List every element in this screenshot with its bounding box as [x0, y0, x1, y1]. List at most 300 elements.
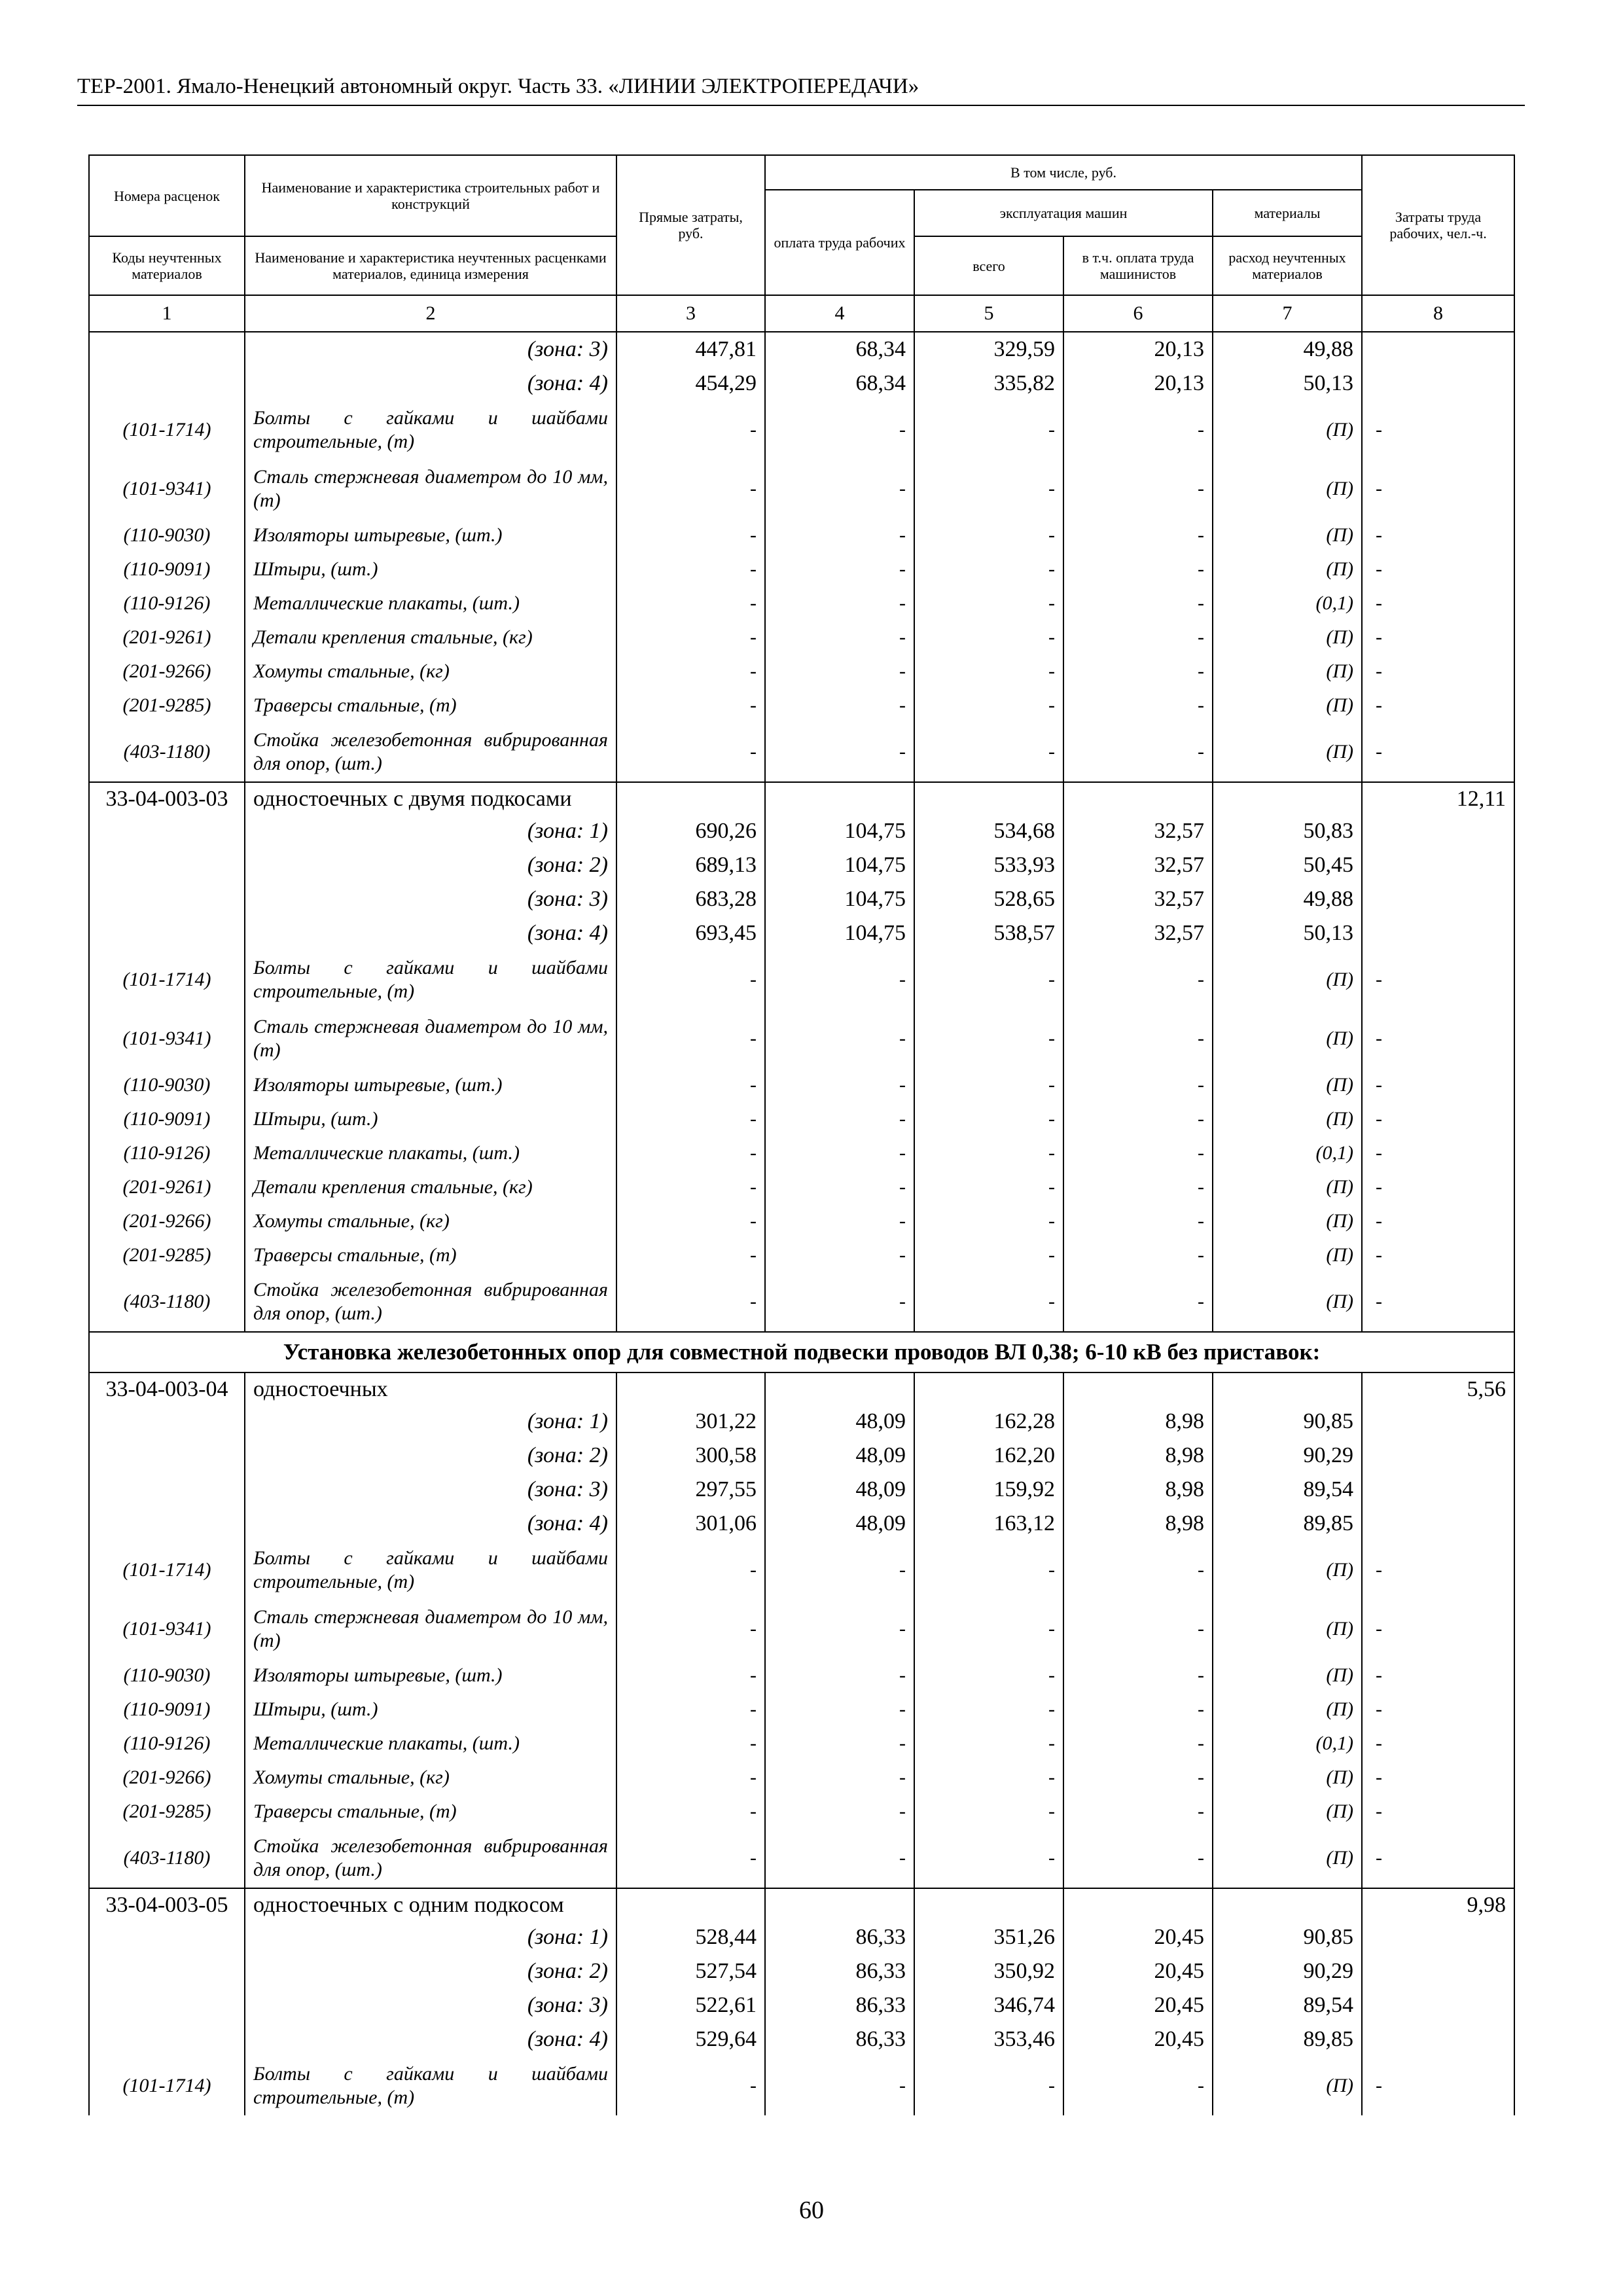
machines-labor: - — [1063, 1170, 1213, 1204]
zone-label: (зона: 1) — [245, 814, 616, 848]
material-name: Сталь стержневая диаметром до 10 мм, (т) — [245, 1009, 616, 1068]
materials-value: (П) — [1213, 1204, 1362, 1238]
machines-total: 534,68 — [914, 814, 1063, 848]
table-body — [89, 332, 1514, 2115]
labor-pay: - — [765, 2056, 914, 2115]
labor-pay: 86,33 — [765, 1988, 914, 2022]
materials-value: (П) — [1213, 1009, 1362, 1068]
machines-labor: 20,13 — [1063, 332, 1213, 367]
labor-hours: - — [1362, 1659, 1514, 1693]
labor-hours: 5,56 — [1362, 1372, 1514, 1405]
labor-hours — [1362, 367, 1514, 401]
material-code: (101-9341) — [89, 1600, 245, 1659]
material-row — [89, 1727, 1514, 1761]
empty-cell — [1063, 1372, 1213, 1405]
labor-pay: 104,75 — [765, 916, 914, 950]
material-code: (101-9341) — [89, 459, 245, 518]
empty-cell — [914, 1888, 1063, 1920]
machines-labor: - — [1063, 1541, 1213, 1600]
material-code: (403-1180) — [89, 723, 245, 782]
direct-costs: - — [616, 586, 765, 620]
machines-labor: 32,57 — [1063, 916, 1213, 950]
material-code: (110-9030) — [89, 1068, 245, 1102]
material-code: (101-1714) — [89, 1541, 245, 1600]
machines-total: - — [914, 1659, 1063, 1693]
machines-labor: 20,45 — [1063, 1954, 1213, 1988]
col-number: 2 — [245, 295, 616, 332]
labor-hours: - — [1362, 1136, 1514, 1170]
labor-hours: - — [1362, 620, 1514, 655]
labor-hours — [1362, 2022, 1514, 2056]
machines-labor: - — [1063, 1829, 1213, 1888]
materials-value: 50,45 — [1213, 848, 1362, 882]
direct-costs: - — [616, 1238, 765, 1272]
machines-total: - — [914, 1136, 1063, 1170]
machines-total: 335,82 — [914, 367, 1063, 401]
page-number: 60 — [799, 2197, 824, 2224]
materials-value: (П) — [1213, 459, 1362, 518]
empty-cell — [765, 1888, 914, 1920]
materials-value: 90,29 — [1213, 1954, 1362, 1988]
material-name: Хомуты стальные, (кг) — [245, 1204, 616, 1238]
materials-value: (П) — [1213, 689, 1362, 723]
direct-costs: - — [616, 620, 765, 655]
labor-pay: - — [765, 1136, 914, 1170]
machines-labor: 8,98 — [1063, 1507, 1213, 1541]
direct-costs: - — [616, 1170, 765, 1204]
machines-labor: - — [1063, 1600, 1213, 1659]
material-row — [89, 1693, 1514, 1727]
header-rule — [77, 105, 1525, 106]
machines-total: - — [914, 552, 1063, 586]
labor-hours: - — [1362, 1102, 1514, 1136]
materials-value: 89,54 — [1213, 1473, 1362, 1507]
materials-value: 89,54 — [1213, 1988, 1362, 2022]
labor-pay: - — [765, 1727, 914, 1761]
zone-row — [89, 882, 1514, 916]
labor-pay: - — [765, 1009, 914, 1068]
machines-total: - — [914, 1238, 1063, 1272]
material-row — [89, 723, 1514, 782]
material-row — [89, 552, 1514, 586]
zone-label: (зона: 4) — [245, 1507, 616, 1541]
direct-costs: - — [616, 1009, 765, 1068]
page-header: ТЕР-2001. Ямало-Ненецкий автономный округ. Часть 33. «ЛИНИИ ЭЛЕКТРОПЕРЕДАЧИ» — [77, 75, 919, 98]
material-code: (110-9030) — [89, 1659, 245, 1693]
labor-pay: - — [765, 1272, 914, 1332]
machines-labor: - — [1063, 586, 1213, 620]
direct-costs: 522,61 — [616, 1988, 765, 2022]
col-number: 7 — [1213, 295, 1362, 332]
direct-costs: - — [616, 552, 765, 586]
machines-total: - — [914, 2056, 1063, 2115]
material-row — [89, 1795, 1514, 1829]
materials-header: материалы — [1213, 190, 1362, 236]
material-name: Хомуты стальные, (кг) — [245, 655, 616, 689]
direct-costs: 527,54 — [616, 1954, 765, 1988]
material-name: Болты с гайками и шайбами строительные, (т) — [245, 2056, 616, 2115]
material-row — [89, 1170, 1514, 1204]
materials-value: (П) — [1213, 620, 1362, 655]
rate-name: одностоечных с одним подкосом — [245, 1888, 616, 1920]
direct-costs: 683,28 — [616, 882, 765, 916]
rate-name: одностоечных с двумя подкосами — [245, 782, 616, 814]
machines-total: - — [914, 620, 1063, 655]
materials-value: 49,88 — [1213, 332, 1362, 367]
material-name: Изоляторы штыревые, (шт.) — [245, 518, 616, 552]
material-code — [89, 1473, 245, 1507]
material-row — [89, 586, 1514, 620]
material-name: Стойка железобетонная вибрированная для опор, (шт.) — [245, 723, 616, 782]
machines-labor: - — [1063, 1272, 1213, 1332]
direct-costs: 528,44 — [616, 1920, 765, 1954]
material-name: Сталь стержневая диаметром до 10 мм, (т) — [245, 459, 616, 518]
material-code: (201-9285) — [89, 1795, 245, 1829]
materials-value: (П) — [1213, 552, 1362, 586]
empty-cell — [616, 1888, 765, 1920]
labor-pay: - — [765, 518, 914, 552]
material-row — [89, 1600, 1514, 1659]
labor-hours: 12,11 — [1362, 782, 1514, 814]
col2-header-top: Наименование и характеристика строительных работ и конструкций — [245, 155, 616, 236]
machines-total: - — [914, 1761, 1063, 1795]
zone-label: (зона: 3) — [245, 332, 616, 367]
materials-value: (П) — [1213, 1102, 1362, 1136]
labor-pay: - — [765, 1068, 914, 1102]
zone-row — [89, 1988, 1514, 2022]
zone-label: (зона: 4) — [245, 2022, 616, 2056]
machines-total: - — [914, 518, 1063, 552]
machines-labor: - — [1063, 689, 1213, 723]
material-code: (110-9126) — [89, 1136, 245, 1170]
zone-label: (зона: 3) — [245, 1988, 616, 2022]
material-code: (201-9266) — [89, 1204, 245, 1238]
direct-costs: - — [616, 1102, 765, 1136]
empty-cell — [765, 782, 914, 814]
direct-costs: 693,45 — [616, 916, 765, 950]
material-row — [89, 1829, 1514, 1888]
labor-hours — [1362, 814, 1514, 848]
direct-costs: 447,81 — [616, 332, 765, 367]
labor-hours: - — [1362, 1761, 1514, 1795]
material-code: (110-9126) — [89, 1727, 245, 1761]
zone-row — [89, 1920, 1514, 1954]
col8-header: Затраты труда рабочих, чел.-ч. — [1362, 155, 1514, 295]
materials-value: (П) — [1213, 1068, 1362, 1102]
direct-costs: - — [616, 1541, 765, 1600]
machines-labor: - — [1063, 1204, 1213, 1238]
labor-pay: - — [765, 723, 914, 782]
direct-costs: - — [616, 1204, 765, 1238]
material-code: (201-9266) — [89, 1761, 245, 1795]
labor-pay: - — [765, 1829, 914, 1888]
direct-costs: - — [616, 2056, 765, 2115]
material-name: Изоляторы штыревые, (шт.) — [245, 1659, 616, 1693]
zone-label: (зона: 4) — [245, 367, 616, 401]
labor-hours: - — [1362, 1727, 1514, 1761]
material-code — [89, 332, 245, 367]
materials-value: 89,85 — [1213, 2022, 1362, 2056]
col-number: 4 — [765, 295, 914, 332]
direct-costs: - — [616, 1761, 765, 1795]
material-code — [89, 848, 245, 882]
col2-header-bottom: Наименование и характеристика неучтенных расценками материалов, единица измерения — [245, 236, 616, 295]
material-name: Болты с гайками и шайбами строительные, (т) — [245, 1541, 616, 1600]
materials-value: (0,1) — [1213, 1727, 1362, 1761]
material-name: Металлические плакаты, (шт.) — [245, 1727, 616, 1761]
machines-total: 162,20 — [914, 1439, 1063, 1473]
col-number: 5 — [914, 295, 1063, 332]
material-name: Штыри, (шт.) — [245, 552, 616, 586]
labor-hours — [1362, 1507, 1514, 1541]
machines-labor: - — [1063, 620, 1213, 655]
machines-labor: 8,98 — [1063, 1405, 1213, 1439]
labor-hours: - — [1362, 552, 1514, 586]
direct-costs: - — [616, 401, 765, 459]
material-row — [89, 689, 1514, 723]
material-row — [89, 1272, 1514, 1332]
section-title: Установка железобетонных опор для совместной подвески проводов ВЛ 0,38; 6-10 кВ без приставок: — [89, 1332, 1514, 1372]
material-code — [89, 916, 245, 950]
labor-pay: 104,75 — [765, 848, 914, 882]
materials-value: (П) — [1213, 1238, 1362, 1272]
material-row — [89, 1204, 1514, 1238]
materials-value: (П) — [1213, 655, 1362, 689]
labor-pay: - — [765, 1102, 914, 1136]
labor-pay: - — [765, 1795, 914, 1829]
materials-value: 50,13 — [1213, 916, 1362, 950]
empty-cell — [914, 1372, 1063, 1405]
labor-pay: 48,09 — [765, 1507, 914, 1541]
labor-hours — [1362, 1405, 1514, 1439]
material-row — [89, 1541, 1514, 1600]
machines-labor: - — [1063, 1238, 1213, 1272]
table-header — [89, 155, 1514, 332]
empty-cell — [616, 782, 765, 814]
labor-pay: 68,34 — [765, 367, 914, 401]
direct-costs: - — [616, 950, 765, 1009]
material-row — [89, 1068, 1514, 1102]
labor-pay: 48,09 — [765, 1439, 914, 1473]
machines-total: - — [914, 1009, 1063, 1068]
direct-costs: - — [616, 1600, 765, 1659]
material-row — [89, 620, 1514, 655]
direct-costs: - — [616, 723, 765, 782]
labor-pay: 48,09 — [765, 1473, 914, 1507]
direct-costs: - — [616, 1136, 765, 1170]
labor-pay: - — [765, 620, 914, 655]
zone-row — [89, 1954, 1514, 1988]
material-code — [89, 814, 245, 848]
included-header: В том числе, руб. — [765, 155, 1362, 190]
zone-row — [89, 848, 1514, 882]
col-number: 1 — [89, 295, 245, 332]
material-code: (403-1180) — [89, 1272, 245, 1332]
labor-hours: - — [1362, 1272, 1514, 1332]
material-row — [89, 459, 1514, 518]
materials-value: (П) — [1213, 1600, 1362, 1659]
labor-pay: 104,75 — [765, 814, 914, 848]
machines-total: - — [914, 1204, 1063, 1238]
material-code — [89, 1920, 245, 1954]
machines-labor: - — [1063, 518, 1213, 552]
labor-hours — [1362, 1439, 1514, 1473]
labor-pay: - — [765, 586, 914, 620]
machines-total: - — [914, 1693, 1063, 1727]
machines-total: - — [914, 459, 1063, 518]
direct-costs: 689,13 — [616, 848, 765, 882]
machines-labor: - — [1063, 655, 1213, 689]
material-code — [89, 1405, 245, 1439]
rate-code: 33-04-003-05 — [89, 1888, 245, 1920]
material-row — [89, 950, 1514, 1009]
materials-value: (П) — [1213, 1541, 1362, 1600]
zone-row — [89, 1439, 1514, 1473]
labor-hours: - — [1362, 1600, 1514, 1659]
material-code: (201-9285) — [89, 689, 245, 723]
zone-row — [89, 814, 1514, 848]
direct-costs: 301,06 — [616, 1507, 765, 1541]
direct-costs: - — [616, 1829, 765, 1888]
material-code: (110-9091) — [89, 552, 245, 586]
col1-header-bottom: Коды неучтенных материалов — [89, 236, 245, 295]
machines-total: - — [914, 1272, 1063, 1332]
machines-total: 533,93 — [914, 848, 1063, 882]
labor-pay: - — [765, 689, 914, 723]
labor-hours: - — [1362, 518, 1514, 552]
material-code: (101-1714) — [89, 950, 245, 1009]
material-code: (101-9341) — [89, 1009, 245, 1068]
labor-hours: - — [1362, 1829, 1514, 1888]
machines-labor: - — [1063, 1659, 1213, 1693]
machines-labor: - — [1063, 1136, 1213, 1170]
machines-total: 538,57 — [914, 916, 1063, 950]
labor-hours — [1362, 916, 1514, 950]
materials-value: 89,85 — [1213, 1507, 1362, 1541]
zone-label: (зона: 3) — [245, 1473, 616, 1507]
machines-labor: - — [1063, 1068, 1213, 1102]
material-name: Траверсы стальные, (т) — [245, 1795, 616, 1829]
labor-pay: - — [765, 1238, 914, 1272]
labor-pay: - — [765, 655, 914, 689]
machines-labor: - — [1063, 1795, 1213, 1829]
zone-row — [89, 916, 1514, 950]
labor-hours: - — [1362, 459, 1514, 518]
material-name: Штыри, (шт.) — [245, 1102, 616, 1136]
zone-label: (зона: 1) — [245, 1405, 616, 1439]
labor-hours: - — [1362, 655, 1514, 689]
machines-total: - — [914, 1795, 1063, 1829]
machines-labor: 32,57 — [1063, 848, 1213, 882]
machines-labor: 20,45 — [1063, 2022, 1213, 2056]
labor-hours: - — [1362, 586, 1514, 620]
materials-value: (П) — [1213, 1829, 1362, 1888]
machines-total: - — [914, 1541, 1063, 1600]
material-row — [89, 655, 1514, 689]
zone-label: (зона: 2) — [245, 1439, 616, 1473]
col1-header-top: Номера расценок — [89, 155, 245, 236]
zone-label: (зона: 2) — [245, 848, 616, 882]
machines-total: 346,74 — [914, 1988, 1063, 2022]
machines-total: 350,92 — [914, 1954, 1063, 1988]
machines-labor: 20,13 — [1063, 367, 1213, 401]
labor-hours: - — [1362, 1068, 1514, 1102]
machines-labor: - — [1063, 401, 1213, 459]
machines-total: - — [914, 723, 1063, 782]
labor-pay: 86,33 — [765, 1954, 914, 1988]
machines-total: 351,26 — [914, 1920, 1063, 1954]
direct-costs: 690,26 — [616, 814, 765, 848]
labor-pay: 104,75 — [765, 882, 914, 916]
material-code — [89, 1988, 245, 2022]
material-code: (201-9285) — [89, 1238, 245, 1272]
materials-consumption-header: расход неучтенных материалов — [1213, 236, 1362, 295]
machines-total: - — [914, 689, 1063, 723]
empty-cell — [616, 1372, 765, 1405]
labor-hours: - — [1362, 2056, 1514, 2115]
materials-value: 90,85 — [1213, 1920, 1362, 1954]
machines-labor: - — [1063, 1727, 1213, 1761]
machines-total: - — [914, 1102, 1063, 1136]
labor-hours — [1362, 1988, 1514, 2022]
labor-pay: - — [765, 552, 914, 586]
material-code: (110-9030) — [89, 518, 245, 552]
direct-costs: 529,64 — [616, 2022, 765, 2056]
material-name: Траверсы стальные, (т) — [245, 689, 616, 723]
empty-cell — [1213, 1372, 1362, 1405]
material-name: Стойка железобетонная вибрированная для опор, (шт.) — [245, 1829, 616, 1888]
machines-total: - — [914, 1068, 1063, 1102]
rate-code: 33-04-003-04 — [89, 1372, 245, 1405]
material-name: Штыри, (шт.) — [245, 1693, 616, 1727]
machines-labor: - — [1063, 950, 1213, 1009]
machines-labor: 8,98 — [1063, 1439, 1213, 1473]
labor-pay: - — [765, 1761, 914, 1795]
labor-hours — [1362, 1920, 1514, 1954]
empty-cell — [1063, 782, 1213, 814]
material-code — [89, 2022, 245, 2056]
materials-value: 49,88 — [1213, 882, 1362, 916]
machines-labor: - — [1063, 2056, 1213, 2115]
zone-label: (зона: 1) — [245, 1920, 616, 1954]
labor-pay: 68,34 — [765, 332, 914, 367]
zone-row — [89, 1473, 1514, 1507]
machines-labor: - — [1063, 459, 1213, 518]
direct-costs: - — [616, 1272, 765, 1332]
machines-total: 329,59 — [914, 332, 1063, 367]
material-code: (101-1714) — [89, 2056, 245, 2115]
material-row — [89, 1238, 1514, 1272]
labor-pay: 48,09 — [765, 1405, 914, 1439]
material-name: Болты с гайками и шайбами строительные, (т) — [245, 401, 616, 459]
machines-total-header: всего — [914, 236, 1063, 295]
zone-label: (зона: 2) — [245, 1954, 616, 1988]
machines-total: 159,92 — [914, 1473, 1063, 1507]
zone-row — [89, 367, 1514, 401]
labor-pay: - — [765, 459, 914, 518]
materials-value: (П) — [1213, 518, 1362, 552]
labor-hours: - — [1362, 950, 1514, 1009]
labor-hours: - — [1362, 1795, 1514, 1829]
section-row — [89, 1332, 1514, 1372]
labor-hours — [1362, 882, 1514, 916]
empty-cell — [914, 782, 1063, 814]
machines-total: - — [914, 950, 1063, 1009]
materials-value: 50,83 — [1213, 814, 1362, 848]
labor-pay: - — [765, 1693, 914, 1727]
labor-pay: - — [765, 1541, 914, 1600]
direct-costs: 297,55 — [616, 1473, 765, 1507]
